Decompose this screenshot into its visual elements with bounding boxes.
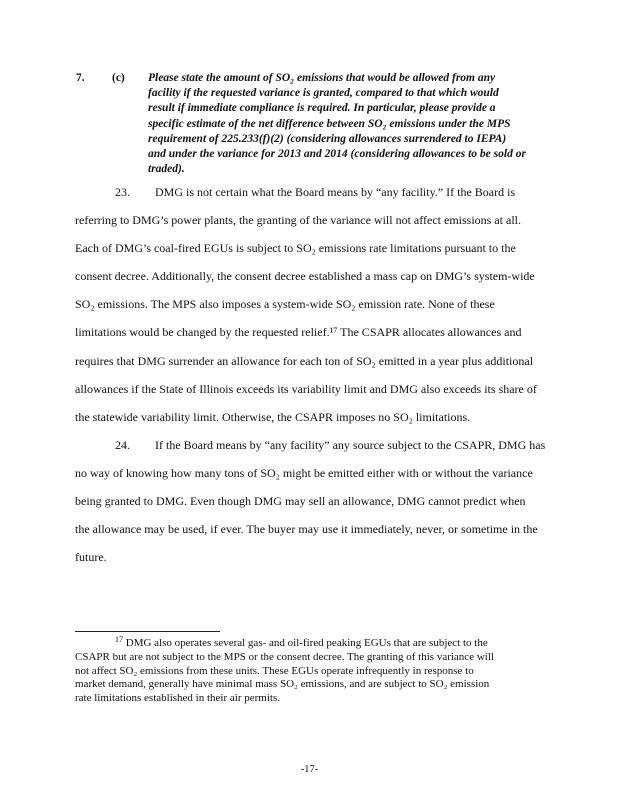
paragraph-line: the statewide variability limit. Otherwise, the CSAPR imposes no SO₂ limitations. bbox=[75, 409, 471, 424]
footnote-line: not affect SO₂ emissions from these units. These EGUs operate infrequently in response to bbox=[75, 664, 474, 677]
question-subpart: (c) bbox=[112, 72, 125, 84]
paragraph-line: consent decree. Additionally, the consent decree established a mass cap on DMG’s system-wide bbox=[75, 269, 535, 284]
footnote-line: $^{17}$ DMG also operates several gas- and oil-fired peaking EGUs that are subject to the bbox=[115, 635, 488, 649]
paragraph-number: 24. bbox=[115, 438, 130, 452]
footnote-line: CSAPR but are not subject to the MPS or the consent decree. The granting of this variance will bbox=[75, 650, 494, 663]
paragraph-line: the allowance may be used, if ever. The buyer may use it immediately, never, or sometime in the bbox=[75, 522, 538, 537]
paragraph-line: referring to DMG’s power plants, the granting of the variance will not affect emissions at all. bbox=[75, 213, 521, 228]
question-line: traded). bbox=[148, 163, 185, 176]
paragraph-line: limitations would be changed by the requested relief.¹⁷ The CSAPR allocates allowances and bbox=[75, 325, 522, 340]
paragraph-line: requires that DMG surrender an allowance for each ton of SO₂ emitted in a year plus additional bbox=[75, 353, 534, 368]
question-text bbox=[148, 71, 568, 177]
question-number: 7. bbox=[76, 72, 85, 84]
paragraph-line: 24. If the Board means by “any facility” any source subject to the CSAPR, DMG has bbox=[75, 431, 545, 459]
footnote-rule bbox=[75, 631, 220, 632]
paragraph-line: no way of knowing how many tons of SO₂ might be emitted either with or without the variance bbox=[75, 466, 533, 481]
question-line: facility if the requested variance is granted, compared to that which would bbox=[148, 87, 499, 100]
paragraph-line: being granted to DMG. Even though DMG may sell an allowance, DMG cannot predict when bbox=[75, 494, 526, 509]
footnote-line: rate limitations established in their air permits. bbox=[75, 692, 280, 705]
question-line: Please state the amount of SO₂ emissions that would be allowed from any bbox=[148, 72, 496, 84]
footnote-mark: 17 bbox=[115, 635, 123, 644]
paragraph-line: Each of DMG’s coal-fired EGUs is subject to SO₂ emissions rate limitations pursuant to the bbox=[75, 241, 516, 256]
paragraph-24 bbox=[75, 431, 545, 571]
question-line: and under the variance for 2013 and 2014 (considering allowances to be sold or bbox=[148, 148, 526, 161]
paragraph-line: 23. DMG is not certain what the Board means by “any facility.” If the Board is bbox=[75, 178, 545, 206]
paragraph-number: 23. bbox=[115, 185, 130, 199]
question-line: requirement of 225.233(f)(2) (considering allowances surrendered to IEPA) bbox=[148, 132, 507, 145]
footnote-line: market demand, generally have minimal mass SO₂ emissions, and are subject to SO₂ emission bbox=[75, 678, 490, 691]
question-line: specific estimate of the net difference between SO₂ emissions under the MPS bbox=[148, 117, 511, 130]
paragraph-23 bbox=[75, 178, 545, 431]
paragraph-line: SO₂ emissions. The MPS also imposes a system-wide SO₂ emission rate. None of these bbox=[75, 297, 495, 312]
page-number: -17- bbox=[300, 764, 319, 775]
question-line: result if immediate compliance is required. In particular, please provide a bbox=[148, 102, 496, 115]
footnote bbox=[75, 637, 545, 706]
paragraph-line: future. bbox=[75, 550, 107, 565]
paragraph-line: allowances if the State of Illinois exceeds its variability limit and DMG also exceeds its share of bbox=[75, 381, 537, 396]
